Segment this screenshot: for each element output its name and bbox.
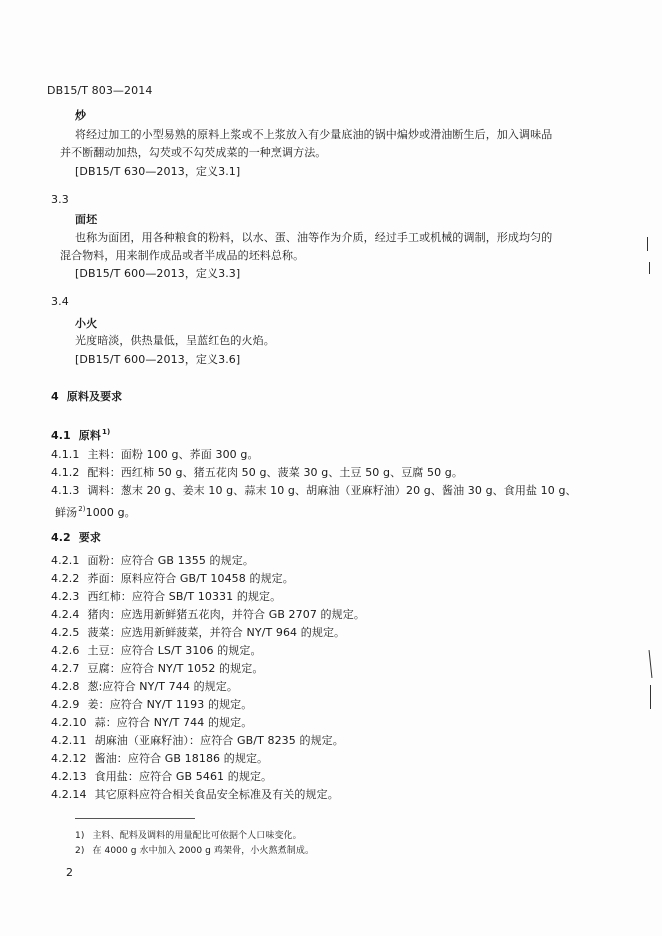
item-number: 4.2.12 [51,752,87,765]
item-number: 4.2.1 [51,554,80,567]
item-number: 4.2.13 [51,770,87,783]
term-reference: [DB15/T 600—2013，定义3.6] [75,353,241,366]
list-item [51,752,268,766]
term-reference: [DB15/T 600—2013，定义3.3] [75,267,241,280]
item-text: 葱:应符合 NY/T 744 的规定。 [87,680,238,693]
item-number: 4.1.2 [51,466,80,479]
item-text: 调料：葱末 20 g、姜末 10 g、蒜末 10 g、胡麻油（亚麻籽油）20 g、酱油 30 g、食用盐 10 g、 [87,484,577,497]
subsection-number: 4.2 [51,531,71,544]
term-reference: [DB15/T 630—2013，定义3.1] [75,165,241,178]
list-item [51,680,238,694]
item-number: 4.2.4 [51,608,80,621]
list-item [51,662,263,676]
item-text: 主料：面粉 100 g、荞面 300 g。 [87,448,259,461]
footnote-divider [75,818,195,819]
scan-mark [649,650,653,678]
subsection-heading [51,531,101,545]
term-title: 小火 [75,317,98,330]
footnote-mark: 2) [75,846,85,856]
section-heading [51,390,122,404]
subsection-heading [51,425,110,443]
item-text: 胡麻油（亚麻籽油）：应符合 GB/T 8235 的规定。 [94,734,344,747]
scan-mark [647,237,648,251]
subsection-number: 4.1 [51,429,71,442]
item-text: 菠菜：应选用新鲜菠菜，并符合 NY/T 964 的规定。 [87,626,346,639]
section-number: 4 [51,390,59,403]
term-definition: 混合物料，用来制作成品或者半成品的坯料总称。 [60,249,305,262]
scan-mark [649,262,650,274]
list-item [51,716,252,730]
term-title: 炒 [75,109,87,122]
subsection-title: 原料 [78,429,101,442]
item-text: 姜：应符合 NY/T 1193 的规定。 [87,698,253,711]
subsection-title: 要求 [78,531,101,544]
item-number: 4.2.7 [51,662,80,675]
list-item [51,590,281,604]
item-text: 配料：西红柿 50 g、猪五花肉 50 g、菠菜 30 g、土豆 50 g、豆腐 50 g。 [87,466,463,479]
term-definition: 也称为面团，用各种粮食的粉料，以水、蛋、油等作为介质，经过手工或机械的调制，形成均匀的 [75,231,553,244]
list-item [51,466,463,480]
footnote-ref: 1) [102,428,111,436]
footnote-ref: 2) [78,505,86,513]
item-number: 4.2.2 [51,572,80,585]
item-text: 荞面：原料应符合 GB/T 10458 的规定。 [87,572,294,585]
term-title: 面坯 [75,213,98,226]
item-number: 4.2.11 [51,734,87,747]
list-item [51,644,262,658]
item-number: 4.2.9 [51,698,80,711]
list-item-continuation [55,502,136,520]
term-definition: 并不断翻动加热，勾芡或不勾芡成菜的一种烹调方法。 [60,146,327,159]
term-number: 3.3 [51,193,69,206]
item-number: 4.2.6 [51,644,80,657]
item-number: 4.2.10 [51,716,87,729]
term-definition: 将经过加工的小型易熟的原料上浆或不上浆放入有少量底油的锅中煸炒或滑油断生后，加入调味品 [75,128,553,141]
term-number: 3.4 [51,295,69,308]
item-text: 其它原料应符合相关食品安全标准及有关的规定。 [94,788,339,801]
item-text: 土豆：应符合 LS/T 3106 的规定。 [87,644,262,657]
item-number: 4.2.14 [51,788,87,801]
item-text: 鲜汤 [55,506,78,519]
item-text: 面粉：应符合 GB 1355 的规定。 [87,554,254,567]
item-text: 豆腐：应符合 NY/T 1052 的规定。 [87,662,264,675]
item-number: 4.2.8 [51,680,80,693]
section-title: 原料及要求 [66,390,123,403]
item-text: 1000 g。 [85,506,136,519]
list-item [51,734,344,748]
item-number: 4.1.3 [51,484,80,497]
list-item [51,770,272,784]
list-item [51,608,365,622]
item-text: 食用盐：应符合 GB 5461 的规定。 [94,770,273,783]
list-item [51,448,259,462]
item-number: 4.2.3 [51,590,80,603]
footnote-text: 在 4000 g 水中加入 2000 g 鸡架骨，小火熬煮制成。 [92,846,315,856]
item-text: 西红柿：应符合 SB/T 10331 的规定。 [87,590,282,603]
page-number: 2 [66,866,74,879]
footnote [75,845,314,857]
list-item [51,788,339,802]
footnote [75,830,302,842]
list-item [51,572,294,586]
item-text: 酱油：应符合 GB 18186 的规定。 [94,752,269,765]
list-item [51,484,577,498]
list-item [51,698,252,712]
list-item [51,554,254,568]
scan-mark [650,685,651,709]
footnote-mark: 1) [75,831,85,841]
item-text: 蒜：应符合 NY/T 744 的规定。 [94,716,253,729]
item-text: 猪肉：应选用新鲜猪五花肉，并符合 GB 2707 的规定。 [87,608,365,621]
footnote-text: 主料、配料及调料的用量配比可依据个人口味变化。 [92,831,302,841]
document-id: DB15/T 803—2014 [47,84,153,97]
term-definition: 光度暗淡，供热量低，呈蓝红色的火焰。 [75,334,275,347]
item-number: 4.2.5 [51,626,80,639]
item-number: 4.1.1 [51,448,80,461]
list-item [51,626,345,640]
